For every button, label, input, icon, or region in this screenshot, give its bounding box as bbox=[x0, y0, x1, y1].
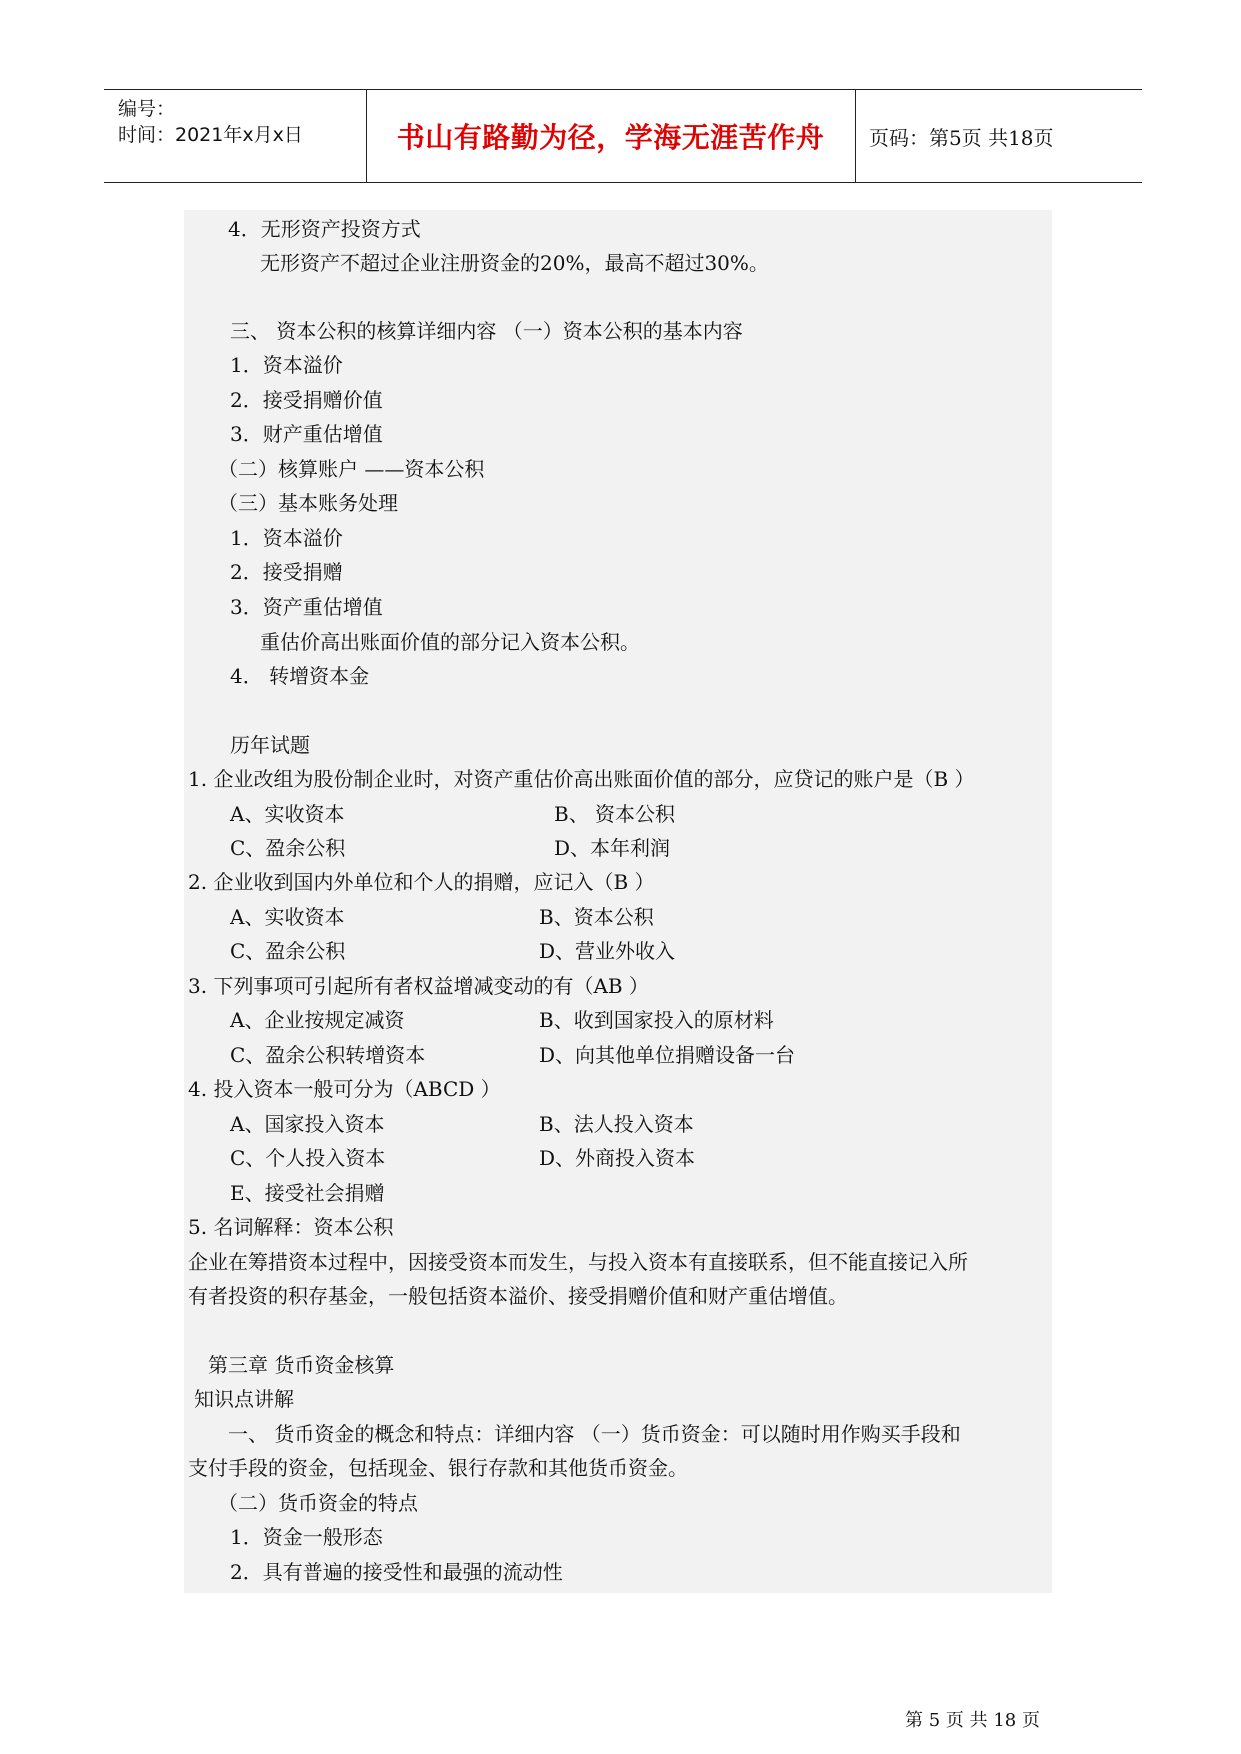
serial-label: 编号： bbox=[118, 98, 176, 120]
header-motto-cell bbox=[366, 90, 856, 182]
option: B、法人投入资本 bbox=[539, 1112, 694, 1136]
text-line: 一、 货币资金的概念和特点：详细内容 （一）货币资金：可以随时用作购买手段和 bbox=[228, 1422, 961, 1446]
text-line: 1．资本溢价 bbox=[230, 526, 343, 550]
option: A、实收资本 bbox=[230, 905, 345, 929]
question: 3. 下列事项可引起所有者权益增减变动的有（AB ） bbox=[188, 974, 649, 998]
motto: 书山有路勤为径，学海无涯苦作舟 bbox=[396, 121, 825, 154]
option: A、企业按规定减资 bbox=[230, 1008, 405, 1032]
option: D、向其他单位捐赠设备一台 bbox=[539, 1043, 796, 1067]
text-line: 4． 转增资本金 bbox=[230, 664, 370, 688]
text-line: 1．资金一般形态 bbox=[230, 1525, 383, 1549]
text-line: （二）货币资金的特点 bbox=[218, 1491, 418, 1515]
header-left-cell bbox=[104, 90, 367, 182]
question: 1. 企业改组为股份制企业时，对资产重估价高出账面价值的部分，应贷记的账户是（B ） bbox=[188, 767, 975, 791]
page-info: 页码：第5页 共18页 bbox=[869, 125, 1054, 150]
text-line: 重估价高出账面价值的部分记入资本公积。 bbox=[260, 630, 640, 654]
text-line: 有者投资的积存基金，一般包括资本溢价、接受捐赠价值和财产重估增值。 bbox=[188, 1284, 848, 1308]
option: B、资本公积 bbox=[539, 905, 654, 929]
option: E、接受社会捐赠 bbox=[230, 1181, 385, 1205]
chapter-title: 第三章 货币资金核算 bbox=[208, 1353, 395, 1377]
option: B、收到国家投入的原材料 bbox=[539, 1008, 774, 1032]
text-line: 2．接受捐赠 bbox=[230, 560, 343, 584]
question: 5. 名词解释：资本公积 bbox=[188, 1215, 394, 1239]
page-footer: 第 5 页 共 18 页 bbox=[905, 1710, 1040, 1731]
option: C、盈余公积转增资本 bbox=[230, 1043, 426, 1067]
option: D、营业外收入 bbox=[539, 939, 676, 963]
text-line: 3．财产重估增值 bbox=[230, 422, 383, 446]
page-header bbox=[104, 89, 1142, 183]
option: C、盈余公积 bbox=[230, 939, 346, 963]
text-line: （三）基本账务处理 bbox=[218, 491, 398, 515]
section-heading: 历年试题 bbox=[230, 733, 310, 757]
option: C、盈余公积 bbox=[230, 836, 346, 860]
document-body bbox=[184, 210, 1052, 1593]
option: A、国家投入资本 bbox=[230, 1112, 385, 1136]
text-line: 2．具有普遍的接受性和最强的流动性 bbox=[230, 1560, 563, 1584]
option: D、本年利润 bbox=[554, 836, 671, 860]
text-line: 3．资产重估增值 bbox=[230, 595, 383, 619]
text-line: 1．资本溢价 bbox=[230, 353, 343, 377]
section-heading: 三、 资本公积的核算详细内容 （一）资本公积的基本内容 bbox=[230, 319, 743, 343]
text-line: 企业在筹措资本过程中，因接受资本而发生，与投入资本有直接联系，但不能直接记入所 bbox=[188, 1250, 968, 1274]
text-line: 无形资产不超过企业注册资金的20%，最高不超过30%。 bbox=[260, 251, 769, 275]
text-line: 4．无形资产投资方式 bbox=[228, 217, 421, 241]
option: A、实收资本 bbox=[230, 802, 345, 826]
option: B、 资本公积 bbox=[554, 802, 676, 826]
text-line: 支付手段的资金，包括现金、银行存款和其他货币资金。 bbox=[188, 1456, 688, 1480]
option: D、外商投入资本 bbox=[539, 1146, 696, 1170]
text-line: 2．接受捐赠价值 bbox=[230, 388, 383, 412]
question: 4. 投入资本一般可分为（ABCD ） bbox=[188, 1077, 501, 1101]
section-heading: 知识点讲解 bbox=[194, 1387, 294, 1411]
time-label: 时间：2021年x月x日 bbox=[118, 124, 303, 146]
question: 2. 企业收到国内外单位和个人的捐赠，应记入（B ） bbox=[188, 870, 655, 894]
option: C、个人投入资本 bbox=[230, 1146, 386, 1170]
text-line: （二）核算账户 ——资本公积 bbox=[218, 457, 485, 481]
header-page-cell bbox=[855, 90, 1142, 182]
